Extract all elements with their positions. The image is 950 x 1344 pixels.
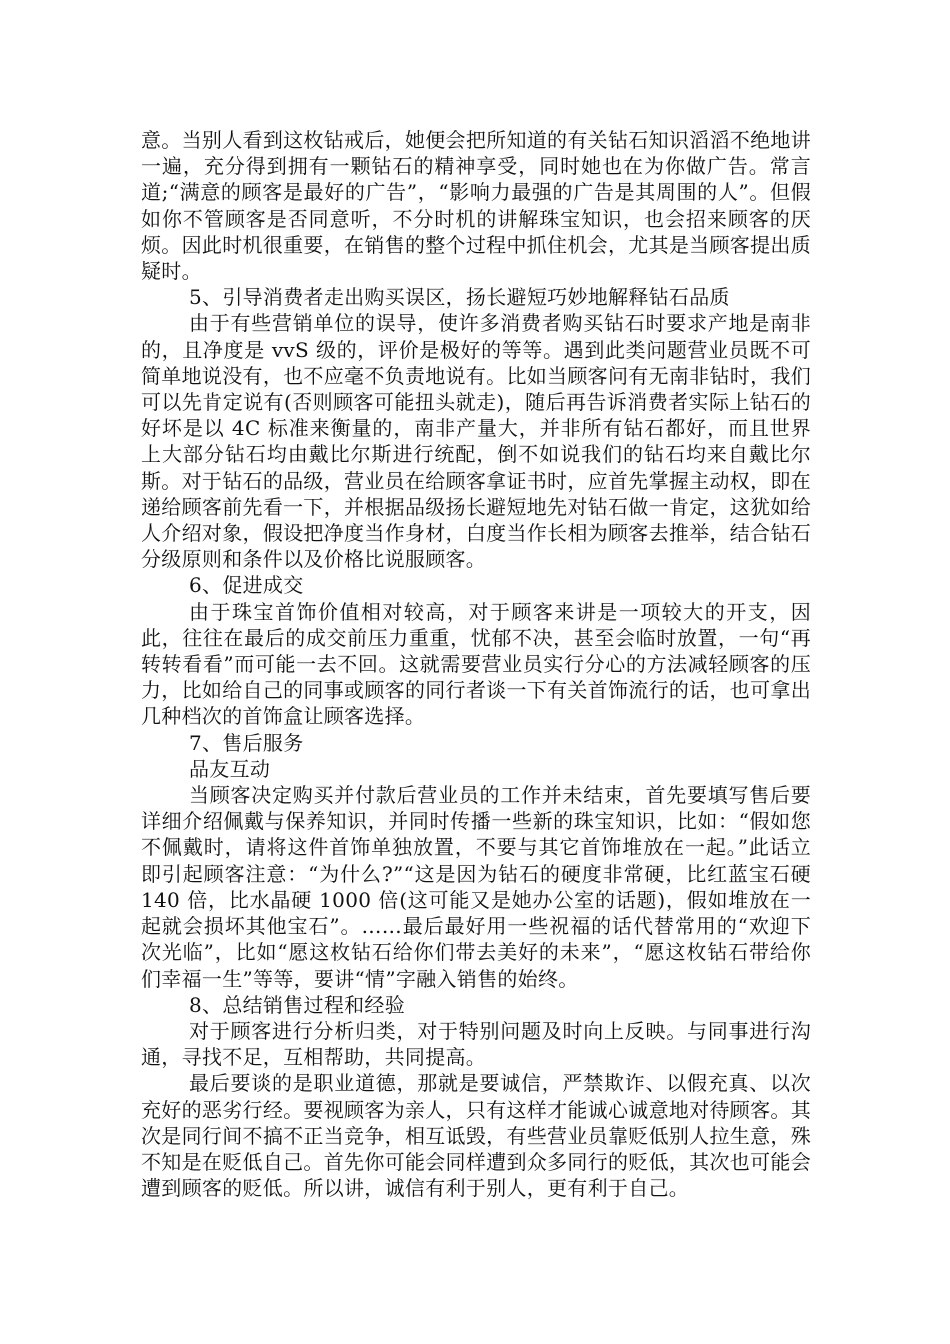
paragraph-section-5: 由于有些营销单位的误导，使许多消费者购买钻石时要求产地是南非的，且净度是 vvS 级的，评价是极好的等等。遇到此类问题营业员既不可简单地说没有，也不应毫不负责地说有。比如当顾客问有无南非钻时，我们可以先肯定说有(否则顾客可能扭头就走)，随后再告诉消费者实际上钻石的好坏是以 4C 标准来衡量的，南非产量大，并非所有钻石都好，而且世界上大部分钻石均由戴比尔斯进行统配，倒不如说我们的钻石均来自戴比尔斯。对于钻石的品级，营业员在给顾客拿证书时，应首先掌握主动权，即在递给顾客前先看一下，并根据品级扬长避短地先对钻石做一肯定，这犹如给人介绍对象，假设把净度当作身材，白度当作长相为顾客去推举，结合钻石分级原则和条件以及价格比说服顾客。 bbox=[141, 311, 811, 572]
subheading-pinyou: 品友互动 bbox=[189, 756, 271, 781]
section-heading-6: 6、促进成交 bbox=[189, 573, 304, 598]
paragraph-section-7: 当顾客决定购买并付款后营业员的工作并未结束，首先要填写售后要详细介绍佩戴与保养知识，并同时传播一些新的珠宝知识，比如：“假如您不佩戴时，请将这件首饰单独放置，不要与其它首饰堆放在一起。”此话立即引起顾客注意：“为什么?”“这是因为钻石的硬度非常硬，比红蓝宝石硬 140 倍，比水晶硬 1000 倍(这可能又是她办公室的话题)，假如堆放在一起就会损坏其他宝石”。……最后最好用一些祝福的话代替常用的“欢迎下次光临”，比如“愿这枚钻石给你们带去美好的未来”，“愿这枚钻石带给你们幸福一生”等等，要讲“情”字融入销售的始终。 bbox=[141, 783, 811, 991]
section-heading-7: 7、售后服务 bbox=[189, 730, 304, 755]
paragraph-section-6: 由于珠宝首饰价值相对较高，对于顾客来讲是一项较大的开支，因此，往往在最后的成交前压力重重，忧郁不决，甚至会临时放置，一句“再转转看看”而可能一去不回。这就需要营业员实行分心的方法减轻顾客的压力，比如给自己的同事或顾客的同行者谈一下有关首饰流行的话，也可拿出几种档次的首饰盒让顾客选择。 bbox=[141, 599, 811, 729]
paragraph-section-8: 对于顾客进行分析归类，对于特别问题及时向上反映。与同事进行沟通，寻找不足，互相帮助，共同提高。 bbox=[141, 1018, 811, 1070]
paragraph-ethics: 最后要谈的是职业道德，那就是要诚信，严禁欺诈、以假充真、以次充好的恶劣行经。要视顾客为亲人，只有这样才能诚心诚意地对待顾客。其次是同行间不搞不正当竞争，相互诋毁，有些营业员靠贬低别人拉生意，殊不知是在贬低自己。首先你可能会同样遭到众多同行的贬低，其次也可能会遭到顾客的贬低。所以讲，诚信有利于别人，更有利于自己。 bbox=[141, 1071, 811, 1201]
document-body bbox=[141, 127, 811, 1201]
section-heading-5: 5、引导消费者走出购买误区，扬长避短巧妙地解释钻石品质 bbox=[189, 285, 730, 310]
section-heading-8: 8、总结销售过程和经验 bbox=[189, 992, 406, 1017]
paragraph-intro-continuation: 意。当别人看到这枚钻戒后，她便会把所知道的有关钻石知识滔滔不绝地讲一遍，充分得到拥有一颗钻石的精神享受，同时她也在为你做广告。常言道;“满意的顾客是最好的广告”，“影响力最强的广告是其周围的人”。但假如你不管顾客是否同意听，不分时机的讲解珠宝知识，也会招来顾客的厌烦。因此时机很重要，在销售的整个过程中抓住机会，尤其是当顾客提出质疑时。 bbox=[141, 128, 811, 284]
